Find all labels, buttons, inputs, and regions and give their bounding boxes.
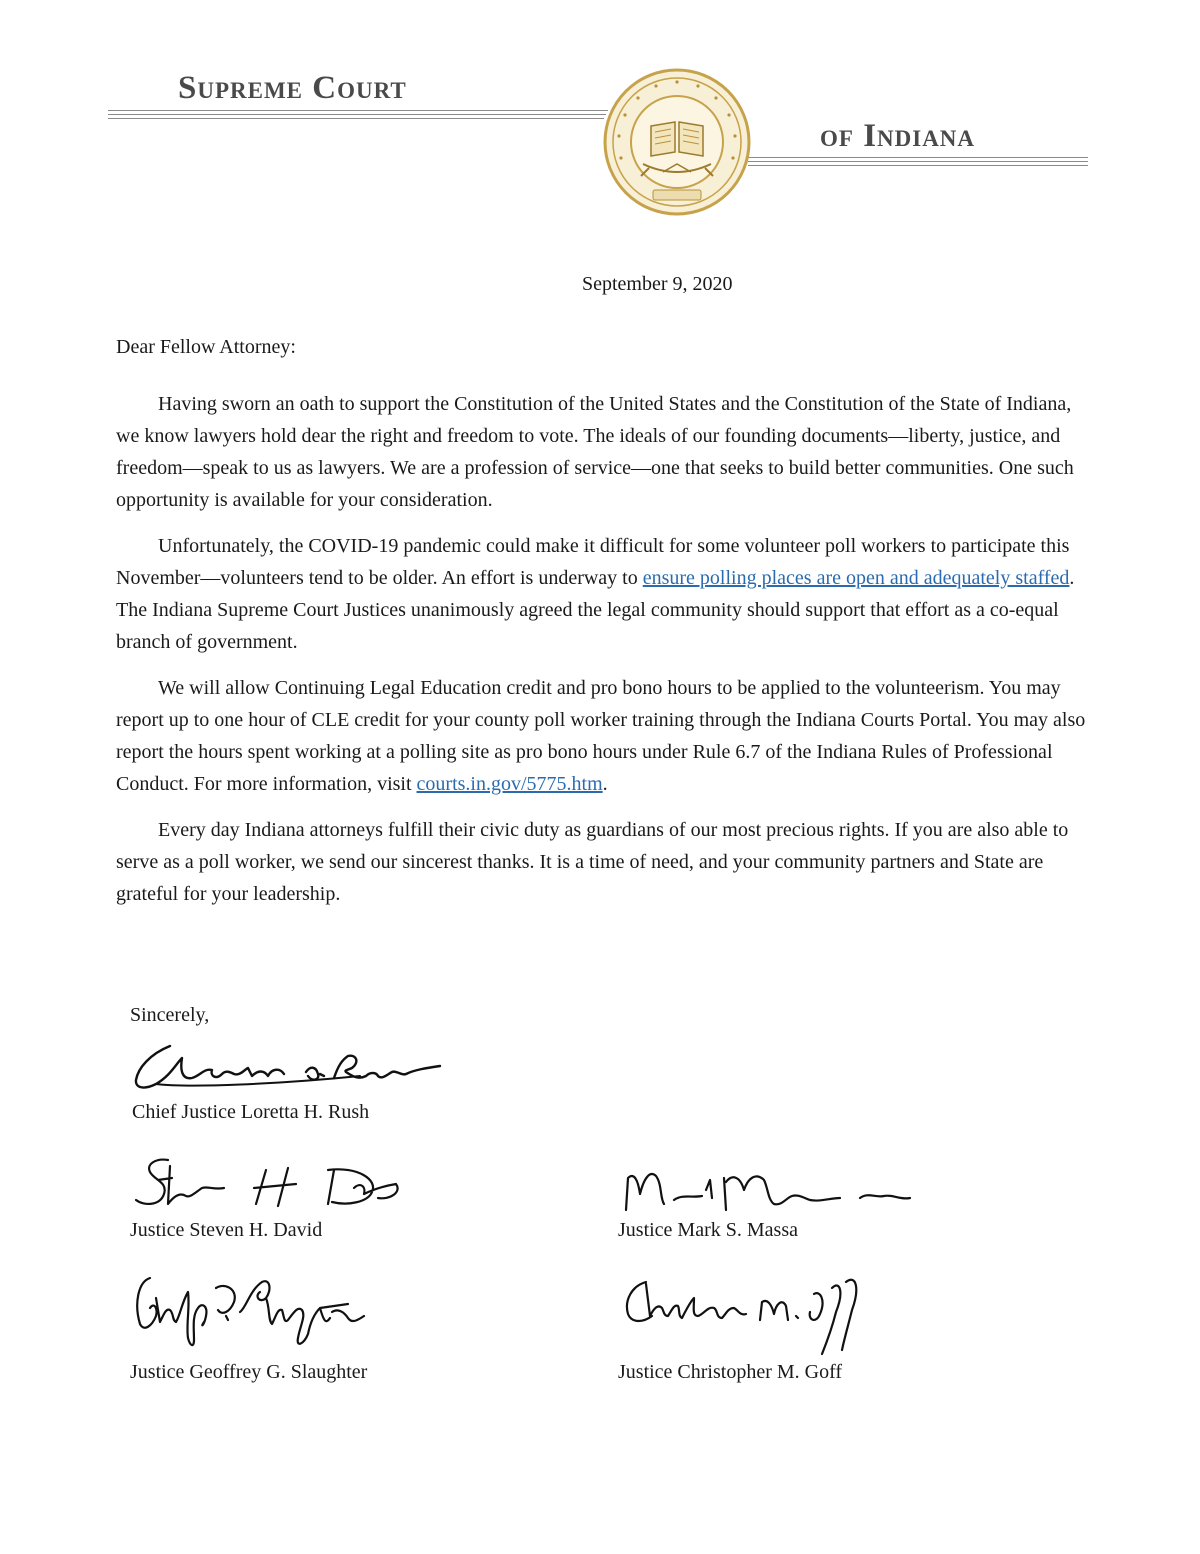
signature-david xyxy=(128,1152,408,1214)
signatory-massa: Justice Mark S. Massa xyxy=(618,1219,798,1241)
paragraph-3 xyxy=(116,672,1086,800)
signatory-rush: Chief Justice Loretta H. Rush xyxy=(132,1101,370,1123)
paragraph-4-text: Every day Indiana attorneys fulfill their civic duty as guardians of our most precious rights. If you are also able to serve as a poll worker, we send our sincerest thanks. It is a time of need, and your community partners and State are grateful for your leadership. xyxy=(116,819,1069,905)
letter-date: September 9, 2020 xyxy=(582,273,733,295)
letterhead-rule-left-1 xyxy=(108,110,608,111)
signatory-goff: Justice Christopher M. Goff xyxy=(618,1361,843,1383)
paragraph-2-text-after: . The Indiana Supreme Court Justices unanimously agreed the legal community should support that effort as a co-equal branch of government. xyxy=(116,567,1075,653)
signatory-slaughter: Justice Geoffrey G. Slaughter xyxy=(130,1361,368,1383)
letter-body xyxy=(116,388,1086,924)
signature-slaughter xyxy=(130,1268,370,1358)
signature-goff xyxy=(616,1270,876,1360)
paragraph-1 xyxy=(116,388,1086,516)
salutation: Dear Fellow Attorney: xyxy=(116,336,296,358)
polling-places-link[interactable]: ensure polling places are open and adequately staffed xyxy=(642,567,1070,589)
paragraph-3-text-after: . xyxy=(602,773,608,795)
signature-massa xyxy=(616,1160,916,1218)
paragraph-4 xyxy=(116,814,1086,910)
courts-website-link[interactable]: courts.in.gov/5775.htm xyxy=(416,773,603,795)
letterhead xyxy=(0,0,1200,230)
letterhead-title-line1: Supreme Court xyxy=(178,70,407,106)
paragraph-3-text-before: We will allow Continuing Legal Education credit and pro bono hours to be applied to the volunteerism. You may report up to one hour of CLE credit for your county poll worker training through the Indiana Courts Portal. You may also report the hours spent working at a polling site as pro bono hours under Rule 6.7 of the Indiana Rules of Professional Conduct. For more information, visit xyxy=(116,677,1086,795)
letterhead-rule-right-2 xyxy=(748,161,1088,162)
letterhead-title-line2: of Indiana xyxy=(820,118,976,154)
letterhead-rule-left-2 xyxy=(108,114,606,115)
letterhead-rule-left-3 xyxy=(108,118,604,119)
paragraph-2-text-before: Unfortunately, the COVID-19 pandemic could make it difficult for some volunteer poll workers to participate this November—volunteers tend to be older. An effort is underway to xyxy=(116,535,1070,589)
paragraph-1-text: Having sworn an oath to support the Constitution of the United States and the Constitution of the State of Indiana, we know lawyers hold dear the right and freedom to vote. The ideals of our founding documents—liberty, justice, and freedom—speak to us as lawyers. We are a profession of service—one that seeks to build better communities. One such opportunity is available for your consideration. xyxy=(116,393,1074,511)
state-seal-icon xyxy=(603,68,751,216)
signature-rush xyxy=(130,1036,450,1096)
signatory-david: Justice Steven H. David xyxy=(130,1219,323,1241)
letterhead-rule-right-3 xyxy=(748,165,1088,166)
paragraph-2 xyxy=(116,530,1086,658)
letterhead-rule-right-1 xyxy=(748,157,1088,158)
closing: Sincerely, xyxy=(130,1004,210,1026)
